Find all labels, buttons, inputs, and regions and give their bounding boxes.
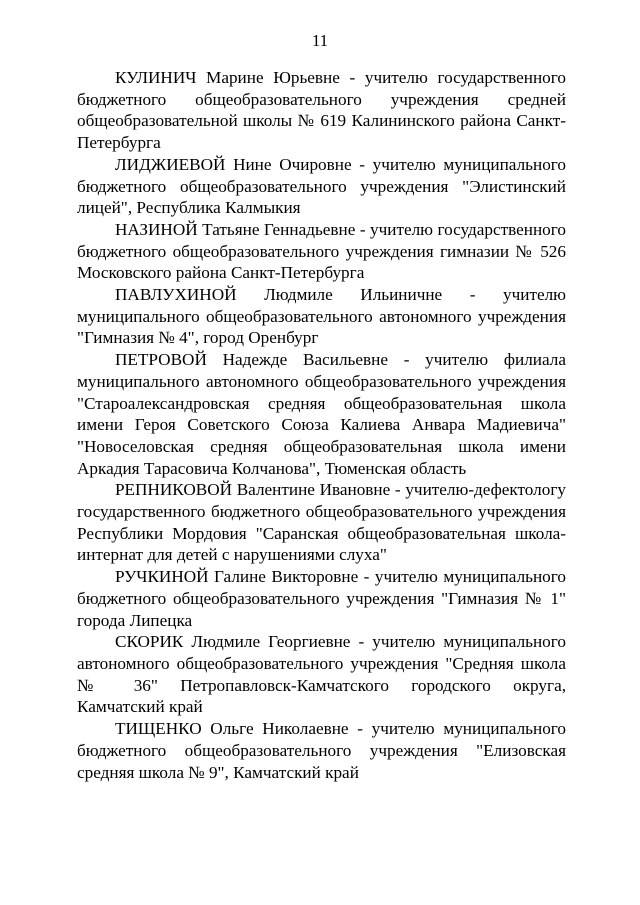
list-item: ТИЩЕНКО Ольге Николаевне - учителю муниципального бюджетного общеобразовательного учреждения "Елизовская средняя школа № 9", Камчатский край xyxy=(77,719,566,782)
list-item: РЕПНИКОВОЙ Валентине Ивановне - учителю-дефектологу государственного бюджетного общеобразовательного учреждения Республики Мордовия "Саранская общеобразовательная школа-интернат для детей с нарушениями слуха" xyxy=(77,480,566,565)
list-item: ПЕТРОВОЙ Надежде Васильевне - учителю филиала муниципального автономного общеобразовательного учреждения "Староалександровская средняя общеобразовательная школа имени Героя Советского Союза Калиева Анвара Мадиевича" "Новоселовская средняя общеобразовательная школа имени Аркадия Тарасовича Колчанова", Тюменская область xyxy=(77,350,566,478)
list-item: КУЛИНИЧ Марине Юрьевне - учителю государственного бюджетного общеобразовательного учреждения средней общеобразовательной школы № 619 Калининского района Санкт-Петербурга xyxy=(77,68,566,153)
list-item: НАЗИНОЙ Татьяне Геннадьевне - учителю государственного бюджетного общеобразовательного учреждения гимназии № 526 Московского района Санкт-Петербурга xyxy=(77,219,566,283)
list-item: РУЧКИНОЙ Галине Викторовне - учителю муниципального бюджетного общеобразовательного учреждения "Гимназия № 1" города Липецка xyxy=(77,567,566,630)
list-item: СКОРИК Людмиле Георгиевне - учителю муниципального автономного общеобразовательного учреждения "Средняя школа № 36" Петропавловск-Камчатского городского округа, Камчатский край xyxy=(77,632,566,717)
page-number: 11 xyxy=(311,31,329,50)
award-list xyxy=(77,67,566,783)
list-item: ЛИДЖИЕВОЙ Нине Очировне - учителю муниципального бюджетного общеобразовательного учреждения "Элистинский лицей", Республика Калмыкия xyxy=(77,154,566,218)
list-item: ПАВЛУХИНОЙ Людмиле Ильиничне - учителю муниципального общеобразовательного автономного учреждения "Гимназия № 4", город Оренбург xyxy=(77,285,566,348)
